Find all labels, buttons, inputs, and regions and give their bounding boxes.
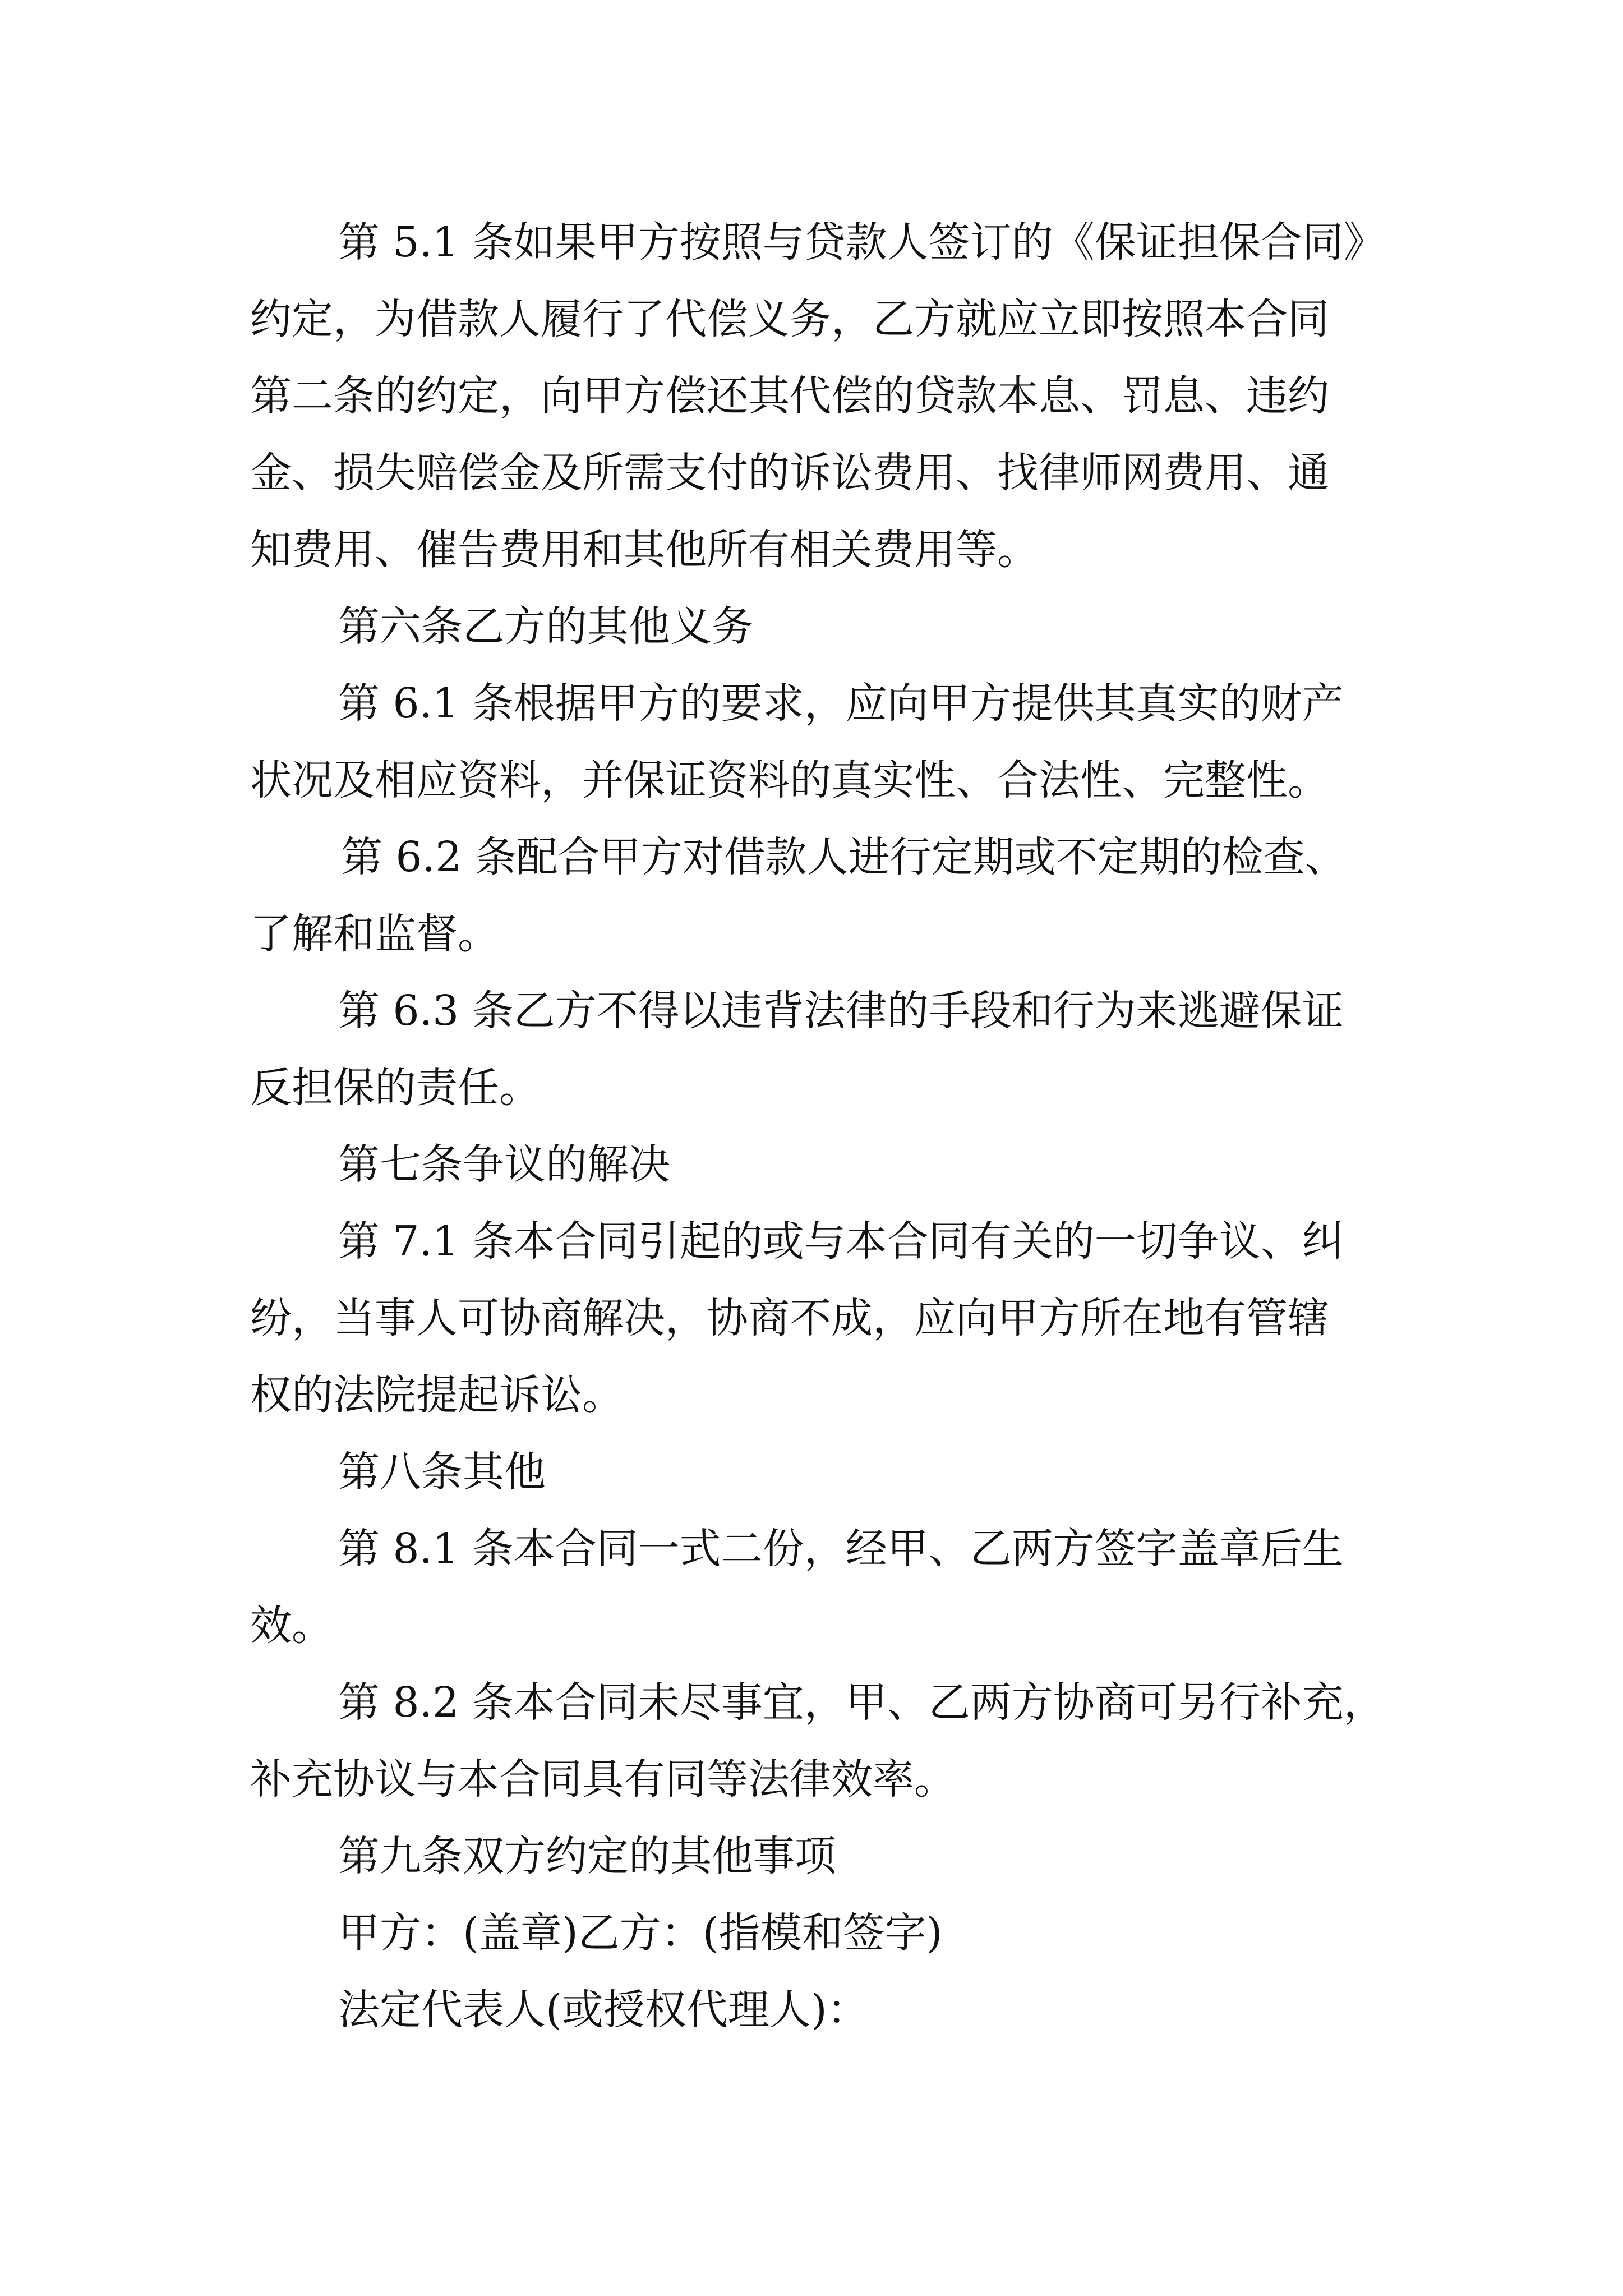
- text-line: 知费用、催告费用和其他所有相关费用等。: [250, 526, 1039, 574]
- text-line: 第 5.1 条如果甲方按照与贷款人签订的《保证担保合同》: [338, 218, 1385, 266]
- text-line: 效。: [250, 1602, 333, 1650]
- text-line: 第二条的约定，向甲方偿还其代偿的贷款本息、罚息、违约: [250, 372, 1329, 420]
- text-line: 权的法院提起诉讼。: [250, 1371, 624, 1419]
- text-line: 状况及相应资料，并保证资料的真实性、合法性、完整性。: [250, 756, 1329, 804]
- text-line: 第 8.1 条本合同一式二份，经甲、乙两方签字盖章后生: [338, 1525, 1344, 1573]
- text-line: 金、损失赔偿金及所需支付的诉讼费用、找律师网费用、通: [250, 449, 1329, 497]
- signature-line: 甲方：(盖章)乙方：(指模和签字): [338, 1909, 943, 1957]
- text-line: 第 7.1 条本合同引起的或与本合同有关的一切争议、纠: [338, 1217, 1344, 1266]
- text-line: 反担保的责任。: [250, 1064, 541, 1112]
- section-heading: 第八条其他: [338, 1448, 546, 1496]
- text-line: 第 6.3 条乙方不得以违背法律的手段和行为来逃避保证: [338, 987, 1344, 1035]
- text-line: 纷，当事人可协商解决，协商不成，应向甲方所在地有管辖: [250, 1294, 1329, 1342]
- section-heading: 第七条争议的解决: [338, 1140, 670, 1189]
- signature-line: 法定代表人(或授权代理人)：: [338, 1986, 869, 2034]
- section-heading: 第九条双方约定的其他事项: [338, 1832, 836, 1880]
- text-line: 第 6.2 条配合甲方对借款人进行定期或不定期的检查、: [341, 833, 1347, 881]
- text-line: 约定，为借款人履行了代偿义务，乙方就应立即按照本合同: [250, 295, 1329, 343]
- text-line: 了解和监督。: [250, 910, 499, 958]
- section-heading: 第六条乙方的其他义务: [338, 602, 753, 651]
- text-line: 第 8.2 条本合同未尽事宜，甲、乙两方协商可另行补充，: [338, 1678, 1385, 1727]
- text-line: 补充协议与本合同具有同等法律效率。: [250, 1755, 956, 1803]
- text-line: 第 6.1 条根据甲方的要求，应向甲方提供其真实的财产: [338, 679, 1344, 728]
